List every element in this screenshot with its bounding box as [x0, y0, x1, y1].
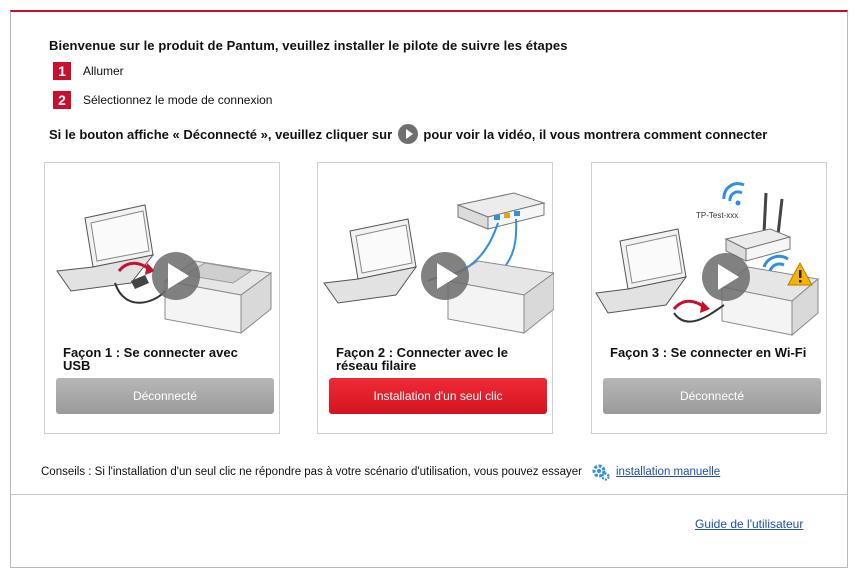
laptop-icon [324, 219, 416, 303]
wifi-illustration [592, 163, 828, 343]
play-video-icon [421, 252, 469, 300]
wired-illustration [318, 163, 554, 343]
tips-text: Conseils : Si l'installation d'un seul clic ne répondre pas à votre scénario d'utilisation, vous pouvez essayer [41, 466, 582, 478]
manual-install-link[interactable]: installation manuelle [616, 466, 721, 478]
wifi-connect-button[interactable]: Déconnecté [603, 378, 821, 414]
installer-window [10, 10, 848, 568]
step-number-badge: 1 [53, 62, 71, 80]
user-guide-link[interactable]: Guide de l'utilisateur [695, 517, 804, 531]
one-click-install-button[interactable]: Installation d'un seul clic [329, 378, 547, 414]
divider [11, 494, 847, 495]
hint-text-before: Si le bouton affiche « Déconnecté », veuillez cliquer sur [49, 127, 393, 142]
wifi-icon [724, 184, 744, 206]
card-label: Façon 2 : Connecter avec le réseau filaire [336, 345, 508, 373]
step-number-badge: 2 [53, 91, 71, 109]
play-video-icon [152, 252, 200, 300]
card-label: Façon 3 : Se connecter en Wi-Fi [610, 345, 807, 360]
usb-connect-button[interactable]: Déconnecté [56, 378, 274, 414]
page-title: Bienvenue sur le produit de Pantum, veuillez installer le pilote de suivre les étapes [49, 38, 568, 53]
play-video-icon [702, 253, 750, 301]
tips-line [41, 463, 720, 481]
step-2 [53, 91, 272, 109]
network-name: TP-Test-xxx [696, 211, 739, 220]
video-hint [49, 124, 789, 144]
step-label: Sélectionnez le mode de connexion [83, 93, 273, 107]
router-icon [458, 193, 544, 229]
step-label: Allumer [83, 64, 124, 78]
play-icon [398, 124, 418, 144]
card-label: Façon 1 : Se connecter avec USB [63, 345, 238, 373]
usb-illustration [45, 163, 281, 343]
step-1 [53, 62, 124, 80]
connection-card-wired [317, 162, 553, 434]
hint-text-after: pour voir la vidéo, il vous montrera comment connecter [423, 127, 768, 142]
gears-icon [592, 463, 610, 481]
connection-card-usb [44, 162, 280, 434]
laptop-icon [596, 229, 686, 313]
connection-card-wifi [591, 162, 827, 434]
